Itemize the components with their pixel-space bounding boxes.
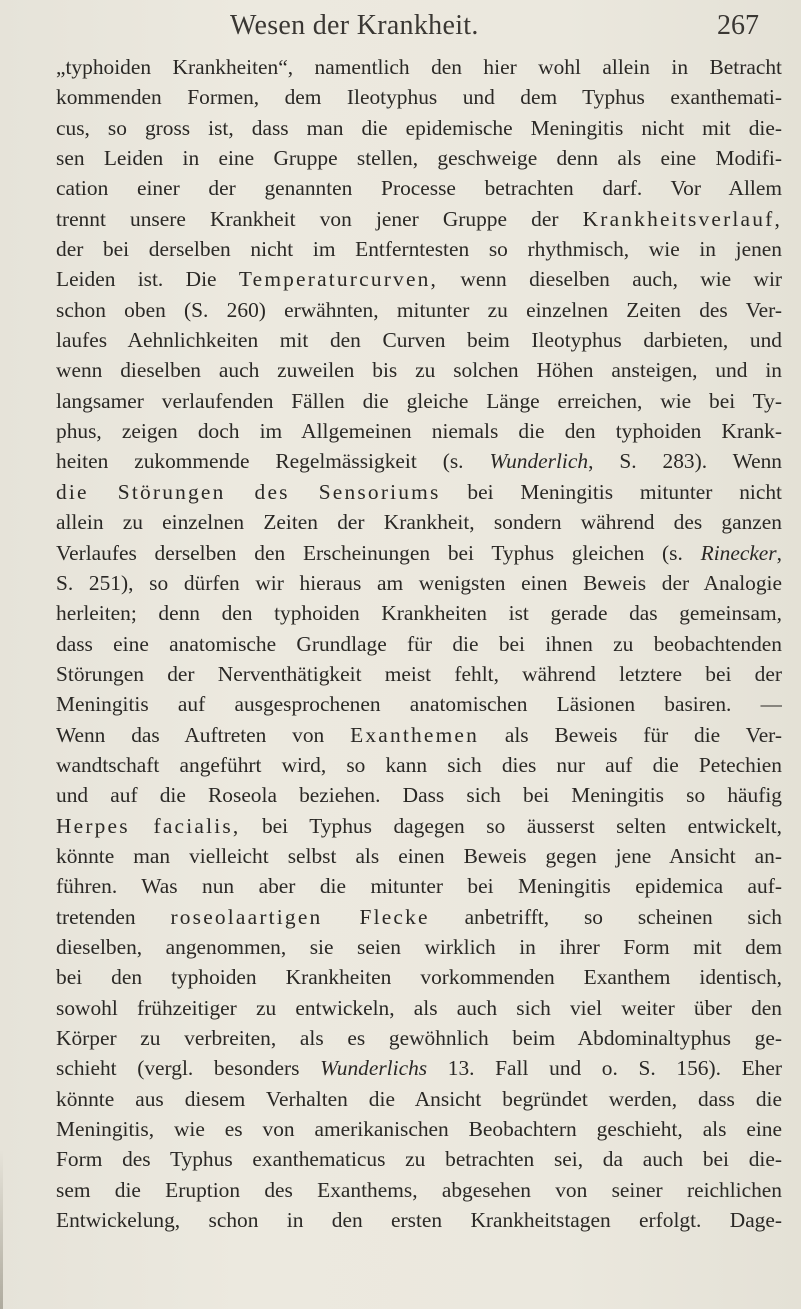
page-number: 267 — [717, 10, 759, 41]
author-citation: Wunderlichs — [320, 1056, 428, 1081]
author-citation: Rinecker — [700, 540, 777, 565]
body-text — [56, 52, 782, 1235]
spaced-term: die Störungen des Sensoriums — [56, 479, 441, 504]
page-edge-shadow — [0, 1150, 3, 1309]
text-line: Leiden ist. Die Temperaturcurven, wenn dieselben auch, wie wir — [56, 267, 782, 292]
text-line: könnte man vielleicht selbst als einen Beweis gegen jene Ansicht an- — [56, 843, 782, 868]
text-line: Verlaufes derselben den Erscheinungen bei Typhus gleichen (s. Rinecker, — [56, 540, 782, 565]
text-line: heiten zukommende Regelmässigkeit (s. Wunderlich, S. 283). Wenn — [56, 449, 782, 474]
text-line: „typhoiden Krankheiten“, namentlich den hier wohl allein in Betracht — [56, 55, 782, 79]
text-line: Meningitis, wie es von amerikanischen Beobachtern geschieht, als eine — [56, 1117, 782, 1142]
text-line: allein zu einzelnen Zeiten der Krankheit, sondern während des ganzen — [56, 510, 782, 535]
text-line: Störungen der Nerventhätigkeit meist fehlt, während letztere bei der — [56, 661, 782, 686]
running-title: Wesen der Krankheit. — [230, 10, 479, 41]
text-line: sen Leiden in eine Gruppe stellen, geschweige denn als eine Modifi- — [56, 146, 782, 171]
text-line: kommenden Formen, dem Ileotyphus und dem Typhus exanthemati- — [56, 85, 782, 110]
text-line: trennt unsere Krankheit von jener Gruppe der Krankheitsverlauf, — [56, 206, 782, 231]
text-line: phus, zeigen doch im Allgemeinen niemals die den typhoiden Krank- — [56, 419, 782, 444]
text-line: Meningitis auf ausgesprochenen anatomischen Läsionen basiren. — — [56, 692, 782, 717]
text-line: schieht (vergl. besonders Wunderlichs 13. Fall und o. S. 156). Eher — [56, 1056, 782, 1081]
text-line: sowohl frühzeitiger zu entwickeln, als auch sich viel weiter über den — [56, 995, 782, 1020]
text-line: der bei derselben nicht im Entferntesten so rhythmisch, wie in jenen — [56, 237, 782, 262]
text-line: und auf die Roseola beziehen. Dass sich bei Meningitis so häufig — [56, 783, 782, 808]
spaced-term: roseolaartigen Flecke — [170, 904, 430, 929]
author-citation: Wunderlich — [489, 449, 589, 474]
text-line: laufes Aehnlichkeiten mit den Curven beim Ileotyphus darbieten, und — [56, 328, 782, 353]
text-line: dass eine anatomische Grundlage für die bei ihnen zu beobachtenden — [56, 631, 782, 656]
text-line: Wenn das Auftreten von Exanthemen als Beweis für die Ver- — [56, 722, 782, 747]
text-line: Form des Typhus exanthematicus zu betrachten sei, da auch bei die- — [56, 1147, 782, 1172]
text-line: cus, so gross ist, dass man die epidemische Meningitis nicht mit die- — [56, 115, 782, 140]
text-line: wandtschaft angeführt wird, so kann sich dies nur auf die Petechien — [56, 752, 782, 777]
text-line: langsamer verlaufenden Fällen die gleiche Länge erreichen, wie bei Ty- — [56, 388, 782, 413]
text-line: führen. Was nun aber die mitunter bei Meningitis epidemica auf- — [56, 874, 782, 899]
text-line: Entwickelung, schon in den ersten Krankheitstagen erfolgt. Dage- — [56, 1208, 782, 1233]
spaced-term: Herpes facialis, — [56, 813, 241, 838]
spaced-term: Temperaturcurven, — [238, 267, 439, 292]
text-line: herleiten; denn den typhoiden Krankheiten ist gerade das gemeinsam, — [56, 601, 782, 626]
text-line: S. 251), so dürfen wir hieraus am wenigsten einen Beweis der Analogie — [56, 570, 782, 595]
spaced-term: Exanthemen — [350, 722, 480, 747]
text-line: wenn dieselben auch zuweilen bis zu solchen Höhen ansteigen, und in — [56, 358, 782, 383]
text-line: tretenden roseolaartigen Flecke anbetrifft, so scheinen sich — [56, 904, 782, 929]
spaced-term: Krankheitsverlauf, — [582, 206, 782, 231]
text-line: cation einer der genannten Processe betrachten darf. Vor Allem — [56, 176, 782, 201]
text-line: schon oben (S. 260) erwähnten, mitunter zu einzelnen Zeiten des Ver- — [56, 297, 782, 322]
text-line: die Störungen des Sensoriums bei Meningitis mitunter nicht — [56, 479, 782, 504]
text-line: sem die Eruption des Exanthems, abgesehen von seiner reichlichen — [56, 1177, 782, 1202]
text-line: Körper zu verbreiten, als es gewöhnlich beim Abdominaltyphus ge- — [56, 1026, 782, 1050]
text-line: könnte aus diesem Verhalten die Ansicht begründet werden, dass die — [56, 1086, 782, 1111]
text-line: Herpes facialis, bei Typhus dagegen so äusserst selten entwickelt, — [56, 813, 782, 838]
running-head — [0, 10, 801, 44]
text-line: dieselben, angenommen, sie seien wirklich in ihrer Form mit dem — [56, 934, 782, 959]
text-line: bei den typhoiden Krankheiten vorkommenden Exanthem identisch, — [56, 965, 782, 990]
